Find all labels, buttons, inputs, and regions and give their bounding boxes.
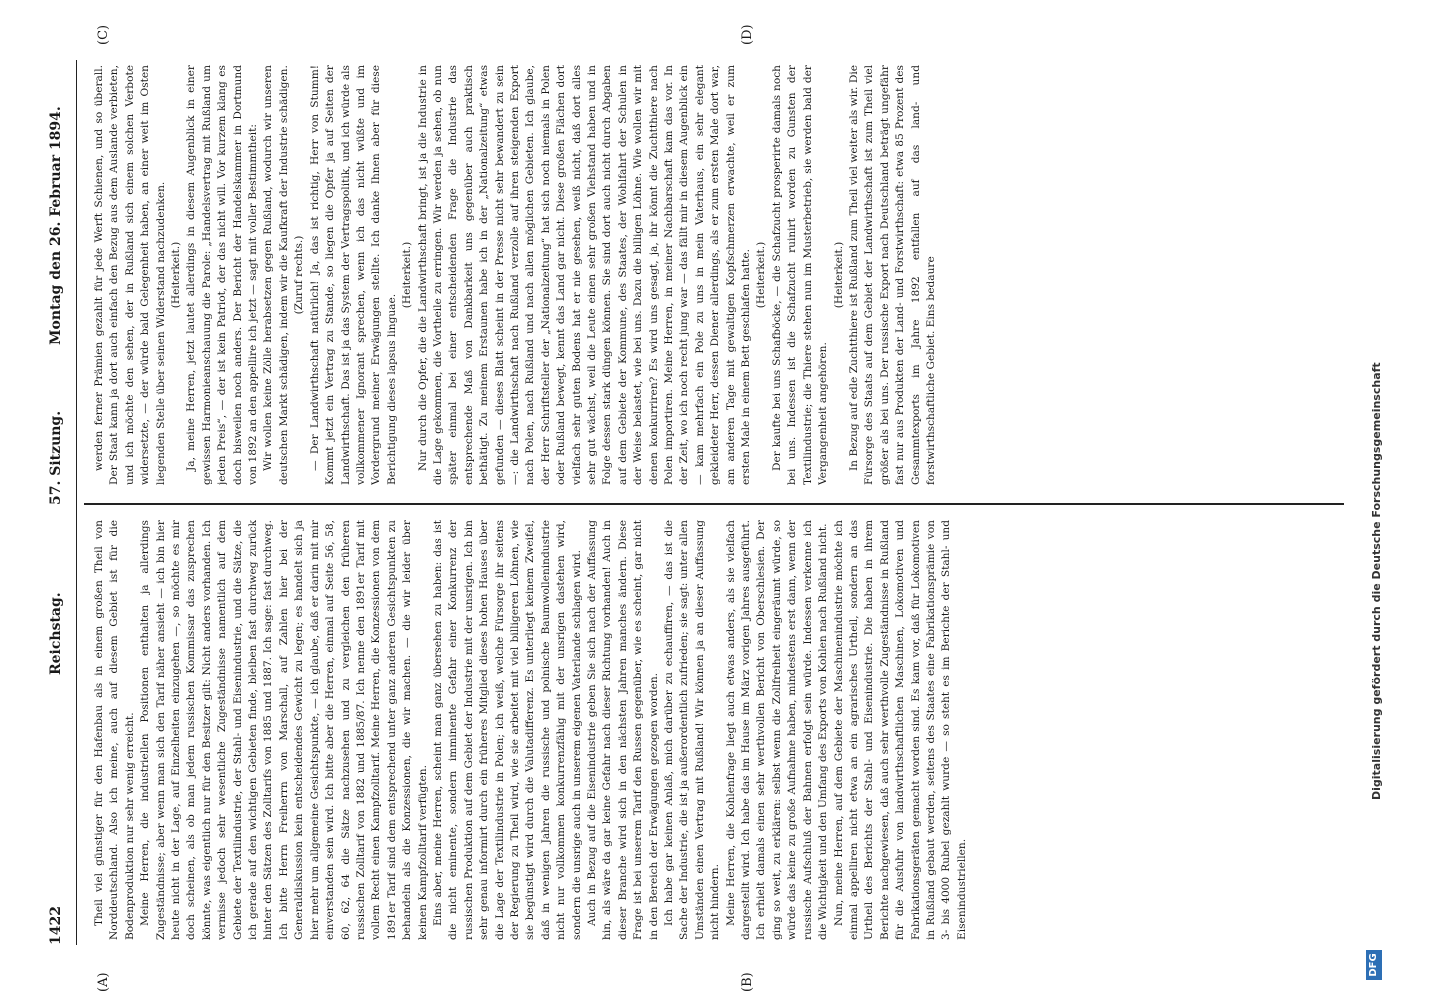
header-rule xyxy=(76,60,77,945)
paragraph: Der kaufte bei uns Schafböcke, — die Schafzucht prosperirte damals noch bei uns. Indessen ist die Schafzucht ruinirt worden zu Gunsten der Textilindustrie; die Thiere stehen nun im Musterbetrieb, sie werden bald der Vergangenheit angehören. xyxy=(770,65,830,485)
paragraph: Nur durch die Opfer, die die Landwirthschaft bringt, ist ja die Industrie in die Lage gekommen, die Vortheile zu erringen. Wir werden ja sehen, ob nun später einmal bei einer entscheidenden Frage die Industrie das entsprechende Maß von Dankbarkeit uns gegenüber auch praktisch bethätigt. Zu meinem Erstaunen habe ich in der „Nationalzeitung“ etwas gefunden — dieses Blatt scheint in der Presse nicht sehr bewandert zu sein —: die Landwirthschaft nach Rußland verzolle auf ihren steigenden Export nach Polen, nach Rußland und nach allen möglichen Gebieten. Ich glaube, der Herr Schriftsteller der „Nationalzeitung“ hat sich noch niemals in Polen oder Rußland bewegt, kennt das Land gar nicht. Diese großen Flächen dort vielfach sehr guten Bodens hat er nie gesehen, weiß nicht, daß dort alles sehr gut wächst, weil die Leute einen sehr großen Viehstand haben und in Folge dessen stark düngen können. Sie sind dort auch nicht durch Abgaben auf dem Gebiete der Kommune, des Staates, der Wohlfahrt der Schulen in der Weise belastet, wie bei uns. Dazu die billigen Löhne. Wie wollen wir mit denen konkurriren? Es wird uns gesagt, ja, ihr könnt die Zuchtthiere nach Polen importiren. Meine Herren, in meiner Nachbarschaft kam das vor. In der Zeit, wo ich noch recht jung war — das fällt mir in diesem Augenblick ein — kam mehrfach ein Pole zu uns in mein Vaterhaus, ein sehr elegant gekleideter Herr, dessen Diener allerdings, als er zum ersten Male dort war, am anderen Tage mit gewaltigen Kopfschmerzen erwachte, weil er zum ersten Male in einem Bett geschlafen hatte. xyxy=(416,65,753,485)
digitization-text: Digitalisierung gefördert durch die Deutsche Forschungsgemeinschaft xyxy=(1370,362,1383,800)
paragraph: Eins aber, meine Herren, scheint man ganz übersehen zu haben: das ist die nicht eminente, sondern imminente Gefahr einer Konkurrenz der russischen Produktion auf dem Gebiet der Industrie mit der unsrigen. Ich bin sehr genau informirt durch ein früheres Mitglied dieses hohen Hauses über die Lage der Textilindustrie in Polen; ich weiß, welche Fürsorge ihr seitens der Regierung zu Theil wird, wie sie arbeitet mit viel billigeren Löhnen, wie sie begünstigt wird durch die Valutadifferenz. Es unterliegt keinem Zweifel, daß in wenigen Jahren die russische und polnische Baumwollenindustrie nicht nur vollkommen konkurrenzfähig mit der unsrigen dastehen wird, sondern die unsrige auch in unserem eigenen Vaterlande schlagen wird. xyxy=(431,520,583,940)
paragraph: In Bezug auf edle Zuchtthiere ist Rußland zum Theil viel weiter als wir. Die Fürsorge des Staats auf dem Gebiet der Landwirthschaft ist zum Theil viel größer als bei uns. Der russische Export nach Deutschland beträgt ungefähr fast nur aus Produkten der Land- und Forstwirthschaft: etwa 85 Prozent des Gesammtexports im Jahre 1892 entfallen auf das land- und forstwirthschaftliche Gebiet. Eins bedaure xyxy=(847,65,937,485)
paragraph: Auch in Bezug auf die Eisenindustrie geben Sie sich nach der Auffassung hin, als wäre da gar keine Gefahr nach dieser Richtung vorhanden! Auch in dieser Branche wird sich in den nächsten Jahren manches ändern. Diese Frage ist bei unserem Tarif den Russen gegenüber, wie es scheint, gar nicht in den Bereich der Erwägungen gezogen worden. xyxy=(586,520,660,940)
paragraph: Ja, meine Herren, jetzt lautet allerdings in diesem Augenblick in einer gewissen Harmonieanschauung die Parole: „Handelsvertrag mit Rußland um jeden Preis“, — der ist kein Patriot, der das nicht will. Vor kurzem klang es doch bisweilen noch anders. Der Bericht der Handelskammer in Dortmund von 1892 an den appellire ich jetzt — sagt mit voller Bestimmtheit: xyxy=(185,65,260,485)
page-header xyxy=(48,60,74,945)
digitization-note xyxy=(1350,0,1406,1000)
paragraph: Meine Herren, die industriellen Positionen enthalten ja allerdings Zugeständnisse; aber wenn man sich den Tarif näher ansieht — ich bin hier heute nicht in der Lage, auf Einzelheiten einzugehen —, so möchte es mir doch scheinen, als ob man jedem russischen Kommissar das zusprechen könnte, was eigentlich nur für den Besitzer gilt: Nicht anders vorhanden. Ich vermisse jedoch sehr wesentliche Zugeständnisse namentlich auf dem Gebiete der Textilindustrie, der Stahl- und Eisenindustrie, und die Sätze, die ich gerade auf den wichtigen Gebieten finde, bleiben fast durchweg zurück hinter den Sätzen des Zolltarifs von 1885 und 1887. Ich sage: fast durchweg. Ich bitte Herrn Freiherrn von Marschall, auf Zahlen hier bei der Generaldiskussion kein entscheidendes Gewicht zu legen; es handelt sich ja hier mehr um allgemeine Gesichtspunkte, — ich glaube, daß er darin mit mir einverstanden sein wird. Ich bitte aber die Herren, einmal auf Seite 56, 58, 60, 62, 64 die Sätze nachzusehen und zu vergleichen den früheren russischen Zolltarif von 1882 und 1885/87. Ich nenne den 1891er Tarif mit vollem Recht einen Kampfzolltarif. Meine Herren, die Konzessionen von dem 1891er Tarif sind dem entsprechend unter ganz anderen Gesichtspunkten zu behandeln als die Konzessionen, die wir machen. — die wir leider über keinen Kampfzolltarif verfügten. xyxy=(139,520,429,940)
quotation: Wir wollen keine Zölle herabsetzen gegen Rußland, wodurch wir unseren deutschen Markt schädigen, indem wir die Kaufkraft der Industrie schädigen. xyxy=(262,65,290,485)
margin-marker-d: (D) xyxy=(740,24,755,45)
interjection: (Heiterkeit.) xyxy=(401,241,414,309)
margin-marker-a: (A) xyxy=(96,972,111,992)
dfg-logo: DFG xyxy=(1366,950,1382,980)
interjection: (Zuruf rechts.) xyxy=(293,235,306,315)
paragraph: werden ferner Prämien gezahlt für jede Werft Schienen, und so überall. Der Staat kann ja dort auch einfach den Bezug aus dem Auslande verbieten, und ich möchte den sehen, der in Rußland sich einem solchen Verbote widersetzte, — der würde bald Gelegenheit haben, an einer weit im Osten liegenden Stelle über seinen Widerstand nachzudenken. xyxy=(93,65,167,485)
column-divider xyxy=(84,504,1344,506)
page-number: 1422 xyxy=(48,906,64,945)
interjection: (Heiterkeit.) xyxy=(755,241,768,309)
margin-marker-c: (C) xyxy=(96,24,111,45)
paragraph: — Der Landwirthschaft natürlich! Ja, das ist richtig, Herr von Stumm! Kommt jetzt ein Vertrag zu Stande, so liegen die Opfer ja auf Seiten der Landwirthschaft. Das ist ja das System der Vertragspolitik, und ich würde als vollkommener Ignorant sprechen, wenn ich das nicht wüßte und im Vordergrund meiner Erwägungen stellte. Ich danke Ihnen aber für diese Berichtigung dieses lapsus linguae. xyxy=(308,65,398,485)
interjection: (Heiterkeit.) xyxy=(170,241,183,309)
paragraph: Ich habe gar keinen Anlaß, mich darüber zu echauffiren, — das ist die Sache der Industrie, die ist ja außerordentlich zufrieden; sie sagt: unter allen Umständen einen Vertrag mit Rußland! Wir können ja an dieser Auffassung nicht hindern. xyxy=(663,520,722,940)
paragraph: Meine Herren, die Kohlenfrage liegt auch etwas anders, als sie vielfach dargestellt wird. Ich habe das im Hause im März vorigen Jahres ausgeführt. Ich erhielt damals einen sehr werthvollen Bericht von Oberschlesien. Der ging so weit, zu erklären: selbst wenn die Zollfreiheit eingeräumt würde, so würde das keine zu große Aufnahme haben, mindestens erst dann, wenn der russische Aufschluß der Bahnen erfolgt sein würde. Indessen verkenne ich die Wichtigkeit und den Umfang des Exports von Kohlen nach Rußland nicht. xyxy=(724,520,830,940)
interjection: (Heiterkeit.) xyxy=(832,241,845,309)
margin-marker-b: (B) xyxy=(740,972,755,992)
left-column xyxy=(92,520,1342,940)
paragraph: Nun, meine Herren, auf dem Gebiete der Maschinenindustrie möchte ich einmal appelliren nicht etwa an ein agrarisches Urtheil, sondern an das Urtheil des Berichts der Stahl- und Eisenindustrie. Die haben in ihrem Berichte nachgewiesen, daß auch sehr werthvolle Zugeständnisse in Rußland für die Ausfuhr von landwirthschaftlichen Maschinen, Lokomotiven und Fabrikationsgeräten gemacht worden sind. Es kam vor, daß für Lokomotiven in Rußland gebaut werden, seitens des Staates eine Fabrikationsprämie von 3- bis 4000 Rubel gezahlt wurde — so steht es im Berichte der Stahl- und Eisenindustriellen. xyxy=(832,520,968,940)
session-title: 57. Sitzung. xyxy=(48,410,64,505)
header-left-title: Reichstag. xyxy=(48,592,64,675)
session-date: Montag den 26. Februar 1894. xyxy=(48,106,64,345)
paragraph: Theil viel günstiger für den Hafenbau als in einem großen Theil von Norddeutschland. Also ich meine, auch auf diesem Gebiet ist für die Bodenproduktion nur sehr wenig erreicht. xyxy=(93,520,136,940)
right-column xyxy=(92,65,1342,485)
